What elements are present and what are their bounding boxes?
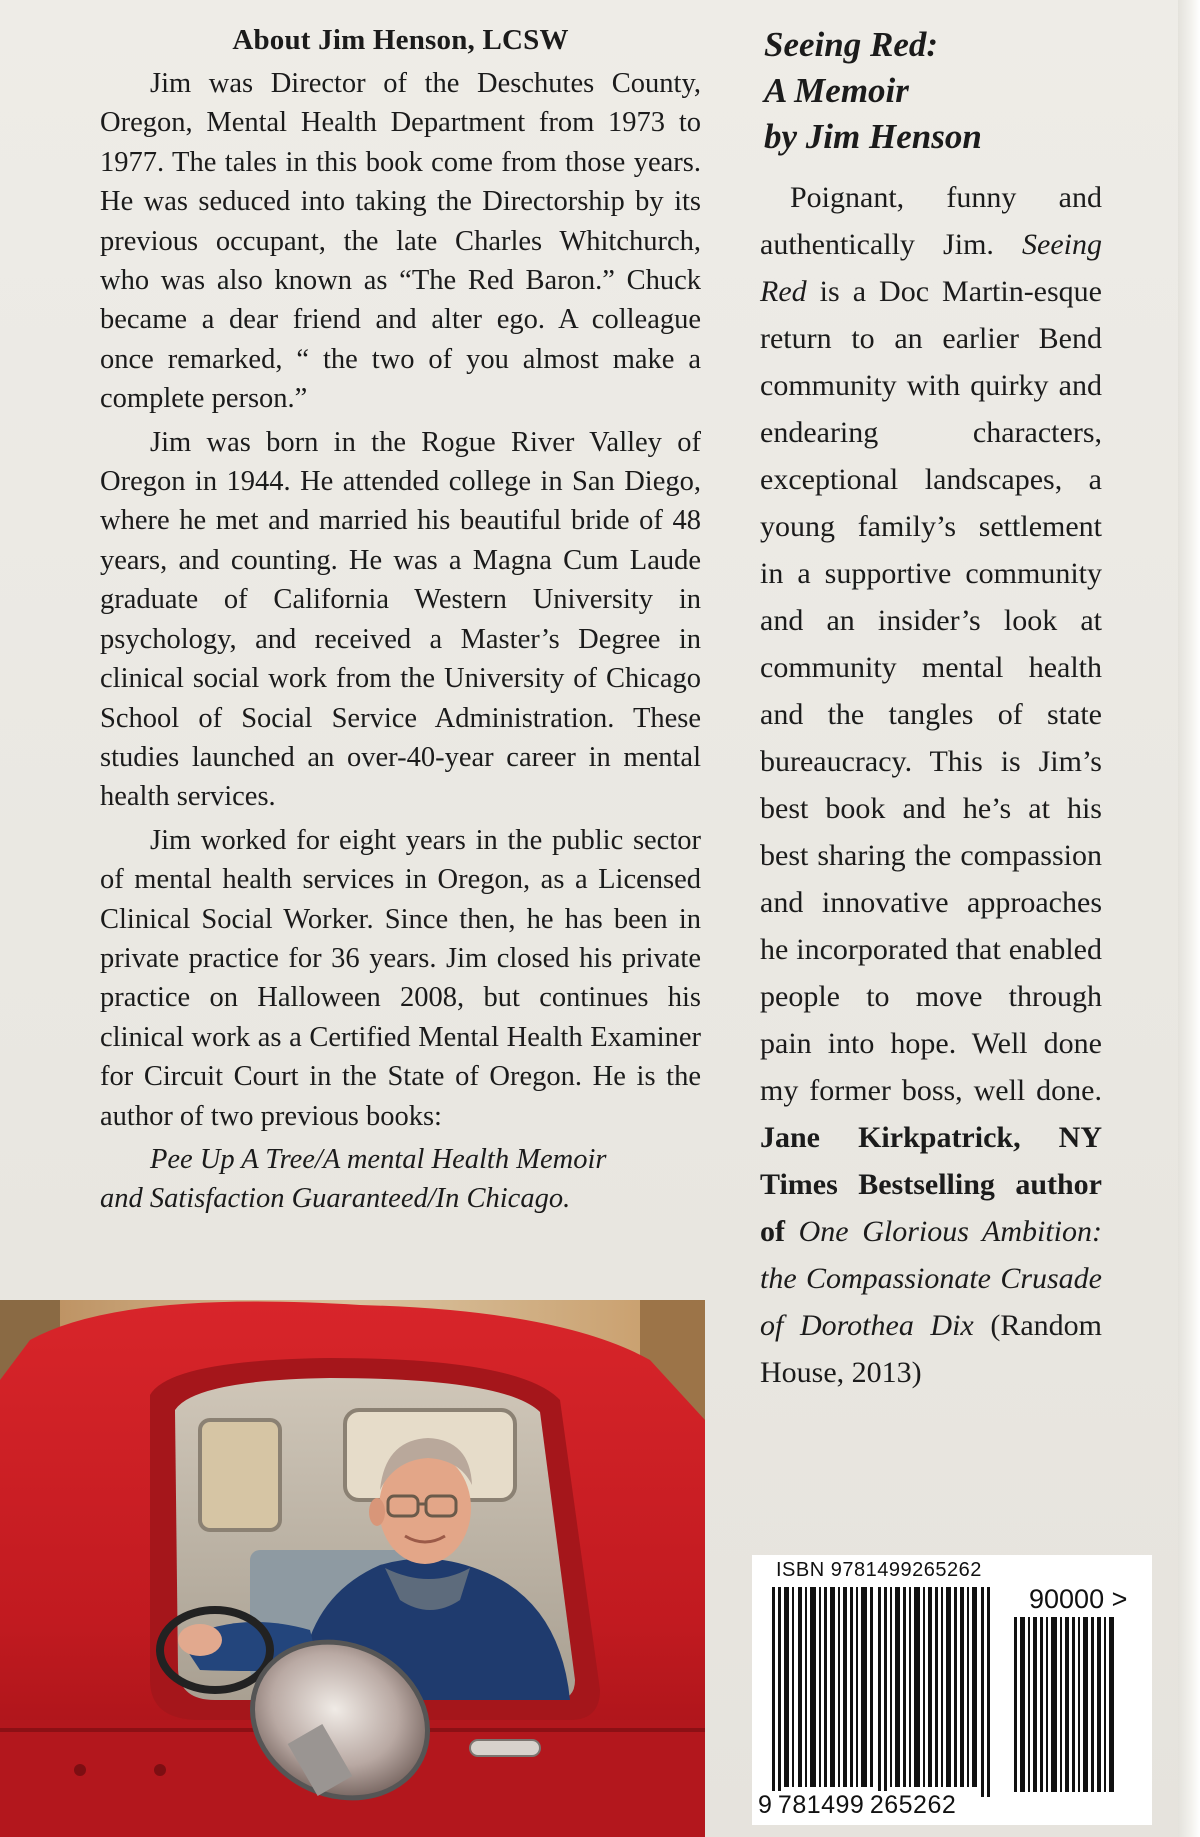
isbn-label: ISBN 9781499265262: [776, 1559, 982, 1581]
author-photo: [0, 1300, 705, 1837]
about-author-section: [100, 22, 701, 1219]
book-title-line-2: A Memoir: [764, 71, 909, 110]
previous-book-1: Pee Up A Tree/A mental Health Memoir: [150, 1143, 607, 1175]
price-code: 90000 >: [1029, 1584, 1128, 1614]
book-title-line-3: by Jim Henson: [764, 117, 982, 156]
book-title: [764, 22, 1102, 160]
about-paragraph-2: Jim was born in the Rogue River Valley of Oregon in 1944. He attended college in San Diego, where he met and married his beautiful bride of 48 years, and counting. He was a Magna Cum Laude graduate of California Western University in psychology, and received a Master’s Degree in clinical social work from the University of Chicago School of Social Service Administration. These studies launched an over-40-year career in mental health services.: [100, 426, 701, 813]
page-edge: [1178, 0, 1200, 1837]
about-paragraph-1: Jim was Director of the Deschutes County, Oregon, Mental Health Department from 1973 to 1977. The tales in this book come from those years. He was seduced into taking the Directorship by its previous occupant, the late Charles Whitchurch, who was also known as “The Red Baron.” Chuck became a dear friend and alter ego. A colleague once remarked, “ the two of you almost make a complete person.”: [100, 68, 701, 415]
about-paragraph-3: Jim worked for eight years in the public sector of mental health services in Oregon, as a Licensed Clinical Social Worker. Since then, he has been in private practice for 36 years. Jim closed his private practice on Halloween 2008, but continues his clinical work as a Certified Mental Health Examiner for Circuit Court in the State of Oregon. He is the author of two previous books:: [100, 824, 701, 1132]
isbn-barcode: [752, 1555, 1152, 1825]
review-attribution: Jane Kirkpatrick, NY Times Bestselling author of: [760, 1121, 1102, 1248]
review-blurb: [760, 174, 1102, 1396]
author-in-red-truck-image: [0, 1300, 705, 1837]
review-section: [760, 22, 1102, 1396]
review-work-title: One Glorious Ambition: the Compassionate Crusade of Dorothea Dix: [760, 1215, 1103, 1342]
review-text-b: is a Doc Martin-esque return to an earlier Bend community with quirky and endearing characters, exceptional landscapes, a young family’s settlement in a supportive community and an insider’s look at community mental health and the tangles of state bureaucracy. This is Jim’s best book and he’s at his best sharing the compassion and innovative approaches he incorporated that enabled people to move through pain into hope. Well done my former boss, well done.: [760, 275, 1102, 1107]
book-title-line-1: Seeing Red:: [764, 25, 939, 64]
barcode-digits: 9 781499 265262: [758, 1791, 957, 1819]
review-publisher: (Random House, 2013): [760, 1309, 1103, 1389]
previous-book-2: and Satisfaction Guaranteed/In Chicago.: [100, 1183, 571, 1215]
addon-barcode-icon: [1012, 1617, 1132, 1797]
review-text-a: Poignant, funny and authentically Jim.: [760, 181, 1102, 261]
about-heading: About Jim Henson, LCSW: [232, 24, 569, 56]
previous-books: [100, 1140, 701, 1219]
review-italic-title: Seeing Red: [760, 228, 1102, 308]
barcode-bars-icon: [768, 1587, 998, 1802]
